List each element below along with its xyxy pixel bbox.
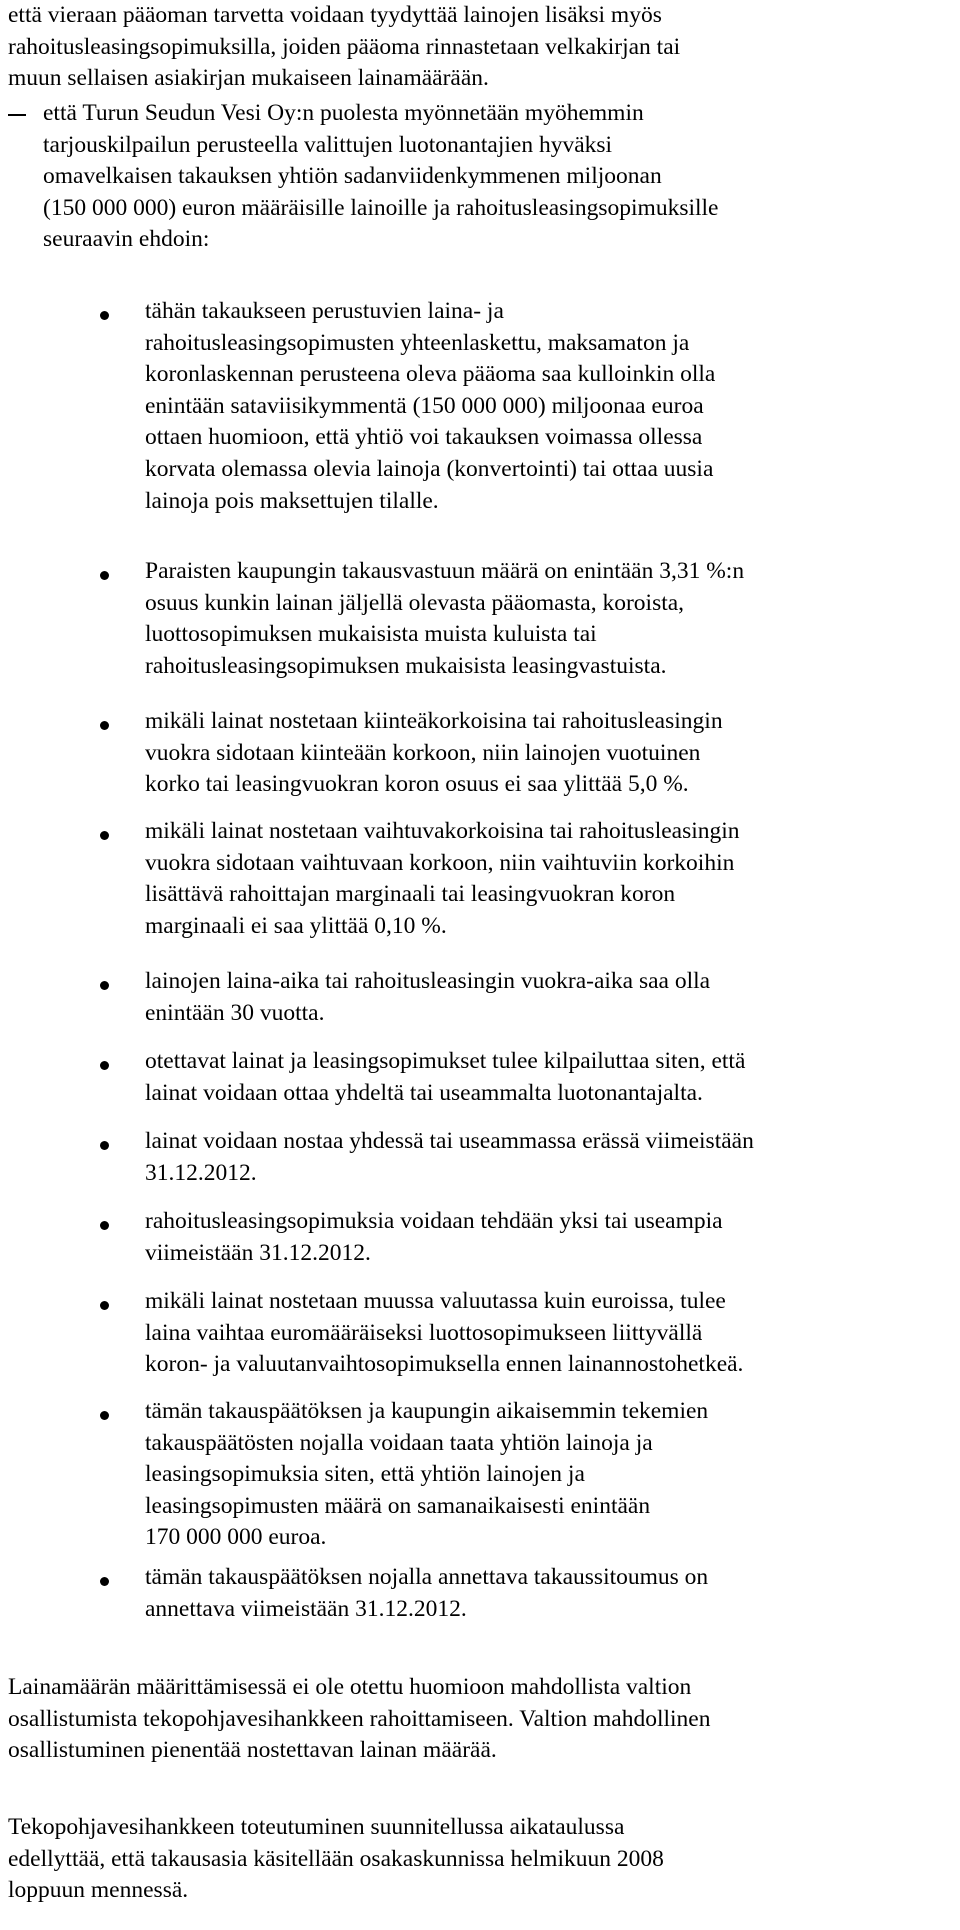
text-line: mikäli lainat nostetaan vaihtuvakorkoisina tai rahoitusleasingin <box>145 818 740 844</box>
text-line: Lainamäärän määrittämisessä ei ole otettu huomioon mahdollista valtion <box>8 1674 692 1700</box>
text-line: omavelkaisen takauksen yhtiön sadanviidenkymmenen miljoonan <box>43 163 662 190</box>
text-line: viimeistään 31.12.2012. <box>145 1239 371 1266</box>
text-line: leasingsopimuksia siten, että yhtiön lainojen ja <box>145 1461 585 1488</box>
text-line: takauspäätösten nojalla voidaan taata yhtiön lainoja ja <box>145 1429 653 1456</box>
bullet-item <box>145 1396 708 1554</box>
text-line: että Turun Seudun Vesi Oy:n puolesta myönnetään myöhemmin <box>43 100 644 126</box>
text-line: marginaali ei saa ylittää 0,10 %. <box>145 912 447 939</box>
bullet-dot <box>100 1221 109 1230</box>
text-line: korvata olemassa olevia lainoja (konvertointi) tai ottaa uusia <box>145 455 714 482</box>
bullet-item <box>145 296 715 517</box>
text-line: 31.12.2012. <box>145 1159 257 1186</box>
bullet-dot <box>100 1301 109 1310</box>
text-line: rahoitusleasingsopimuksilla, joiden pääoma rinnastetaan velkakirjan tai <box>8 33 681 60</box>
bullet-item <box>145 966 710 1029</box>
text-line: rahoitusleasingsopimusten yhteenlaskettu, maksamaton ja <box>145 329 690 356</box>
text-line: tämän takauspäätöksen ja kaupungin aikaisemmin tekemien <box>145 1398 709 1424</box>
text-line: rahoitusleasingsopimuksen mukaisista leasingvastuista. <box>145 652 667 679</box>
dash-marker <box>8 114 26 116</box>
text-line: lainoja pois maksettujen tilalle. <box>145 487 439 514</box>
text-line: että vieraan pääoman tarvetta voidaan tyydyttää lainojen lisäksi myös <box>8 2 662 28</box>
bullet-item <box>145 1286 743 1381</box>
text-line: laina vaihtaa euromääräiseksi luottosopimukseen liittyvällä <box>145 1319 703 1346</box>
bullet-dot <box>100 981 109 990</box>
paragraph <box>8 1812 664 1907</box>
bullet-dot <box>100 1141 109 1150</box>
bullet-dot <box>100 311 109 320</box>
text-line: vuokra sidotaan kiinteään korkoon, niin lainojen vuotuinen <box>145 739 701 766</box>
text-line: enintään sataviisikymmentä (150 000 000) miljoonaa euroa <box>145 392 704 419</box>
text-line: 170 000 000 euroa. <box>145 1524 327 1551</box>
text-line: (150 000 000) euron määräisille lainoille ja rahoitusleasingsopimuksille <box>43 194 719 221</box>
text-line: vuokra sidotaan vaihtuvaan korkoon, niin vaihtuviin korkoihin <box>145 849 735 876</box>
text-line: Paraisten kaupungin takausvastuun määrä on enintään 3,31 %:n <box>145 558 745 584</box>
text-line: annettava viimeistään 31.12.2012. <box>145 1595 467 1622</box>
text-line: edellyttää, että takausasia käsitellään osakaskunnissa helmikuun 2008 <box>8 1845 664 1872</box>
text-line: seuraavin ehdoin: <box>43 226 210 253</box>
bullet-dot <box>100 1577 109 1586</box>
paragraph <box>8 1672 710 1767</box>
text-line: lainojen laina-aika tai rahoitusleasingin vuokra-aika saa olla <box>145 968 711 994</box>
bullet-dot <box>100 831 109 840</box>
bullet-dot <box>100 571 109 580</box>
text-line: osuus kunkin lainan jäljellä olevasta pääomasta, koroista, <box>145 589 685 616</box>
bullet-item <box>145 816 740 942</box>
text-line: lainat voidaan nostaa yhdessä tai useammassa erässä viimeistään <box>145 1128 754 1154</box>
bullet-item <box>145 1046 745 1109</box>
bullet-dot <box>100 721 109 730</box>
text-line: lisättävä rahoittajan marginaali tai leasingvuokran koron <box>145 881 676 908</box>
text-line: enintään 30 vuotta. <box>145 999 325 1026</box>
bullet-item <box>145 1206 723 1269</box>
text-line: lainat voidaan ottaa yhdeltä tai useammalta luotonantajalta. <box>145 1079 703 1106</box>
text-line: osallistuminen pienentää nostettavan lainan määrää. <box>8 1737 497 1764</box>
text-line: tämän takauspäätöksen nojalla annettava takaussitoumus on <box>145 1564 709 1590</box>
text-line: mikäli lainat nostetaan muussa valuutassa kuin euroissa, tulee <box>145 1288 726 1314</box>
bullet-dot <box>100 1411 109 1420</box>
bullet-item <box>145 556 744 682</box>
text-line: ottaen huomioon, että yhtiö voi takauksen voimassa ollessa <box>145 424 703 451</box>
text-line: tähän takaukseen perustuvien laina- ja <box>145 298 504 324</box>
dash-item <box>43 98 718 256</box>
bullet-dot <box>100 1061 109 1070</box>
bullet-item <box>145 1126 754 1189</box>
text-line: otettavat lainat ja leasingsopimukset tulee kilpailuttaa siten, että <box>145 1048 746 1074</box>
text-line: osallistumista tekopohjavesihankkeen rahoittamiseen. Valtion mahdollinen <box>8 1705 711 1732</box>
text-line: loppuun mennessä. <box>8 1877 189 1904</box>
text-line: luottosopimuksen mukaisista muista kuluista tai <box>145 621 597 648</box>
intro-paragraph <box>8 0 680 95</box>
text-line: muun sellaisen asiakirjan mukaiseen lainamäärään. <box>8 65 489 92</box>
text-line: tarjouskilpailun perusteella valittujen luotonantajien hyväksi <box>43 131 613 158</box>
text-line: koron- ja valuutanvaihtosopimuksella ennen lainannostohetkeä. <box>145 1351 744 1378</box>
text-line: Tekopohjavesihankkeen toteutuminen suunnitellussa aikataulussa <box>8 1814 625 1840</box>
text-line: leasingsopimusten määrä on samanaikaisesti enintään <box>145 1492 651 1519</box>
text-line: rahoitusleasingsopimuksia voidaan tehdään yksi tai useampia <box>145 1208 723 1234</box>
bullet-item <box>145 706 723 801</box>
text-line: korko tai leasingvuokran koron osuus ei saa ylittää 5,0 %. <box>145 771 689 798</box>
text-line: koronlaskennan perusteena oleva pääoma saa kulloinkin olla <box>145 361 716 388</box>
bullet-item <box>145 1562 708 1625</box>
text-line: mikäli lainat nostetaan kiinteäkorkoisina tai rahoitusleasingin <box>145 708 723 734</box>
